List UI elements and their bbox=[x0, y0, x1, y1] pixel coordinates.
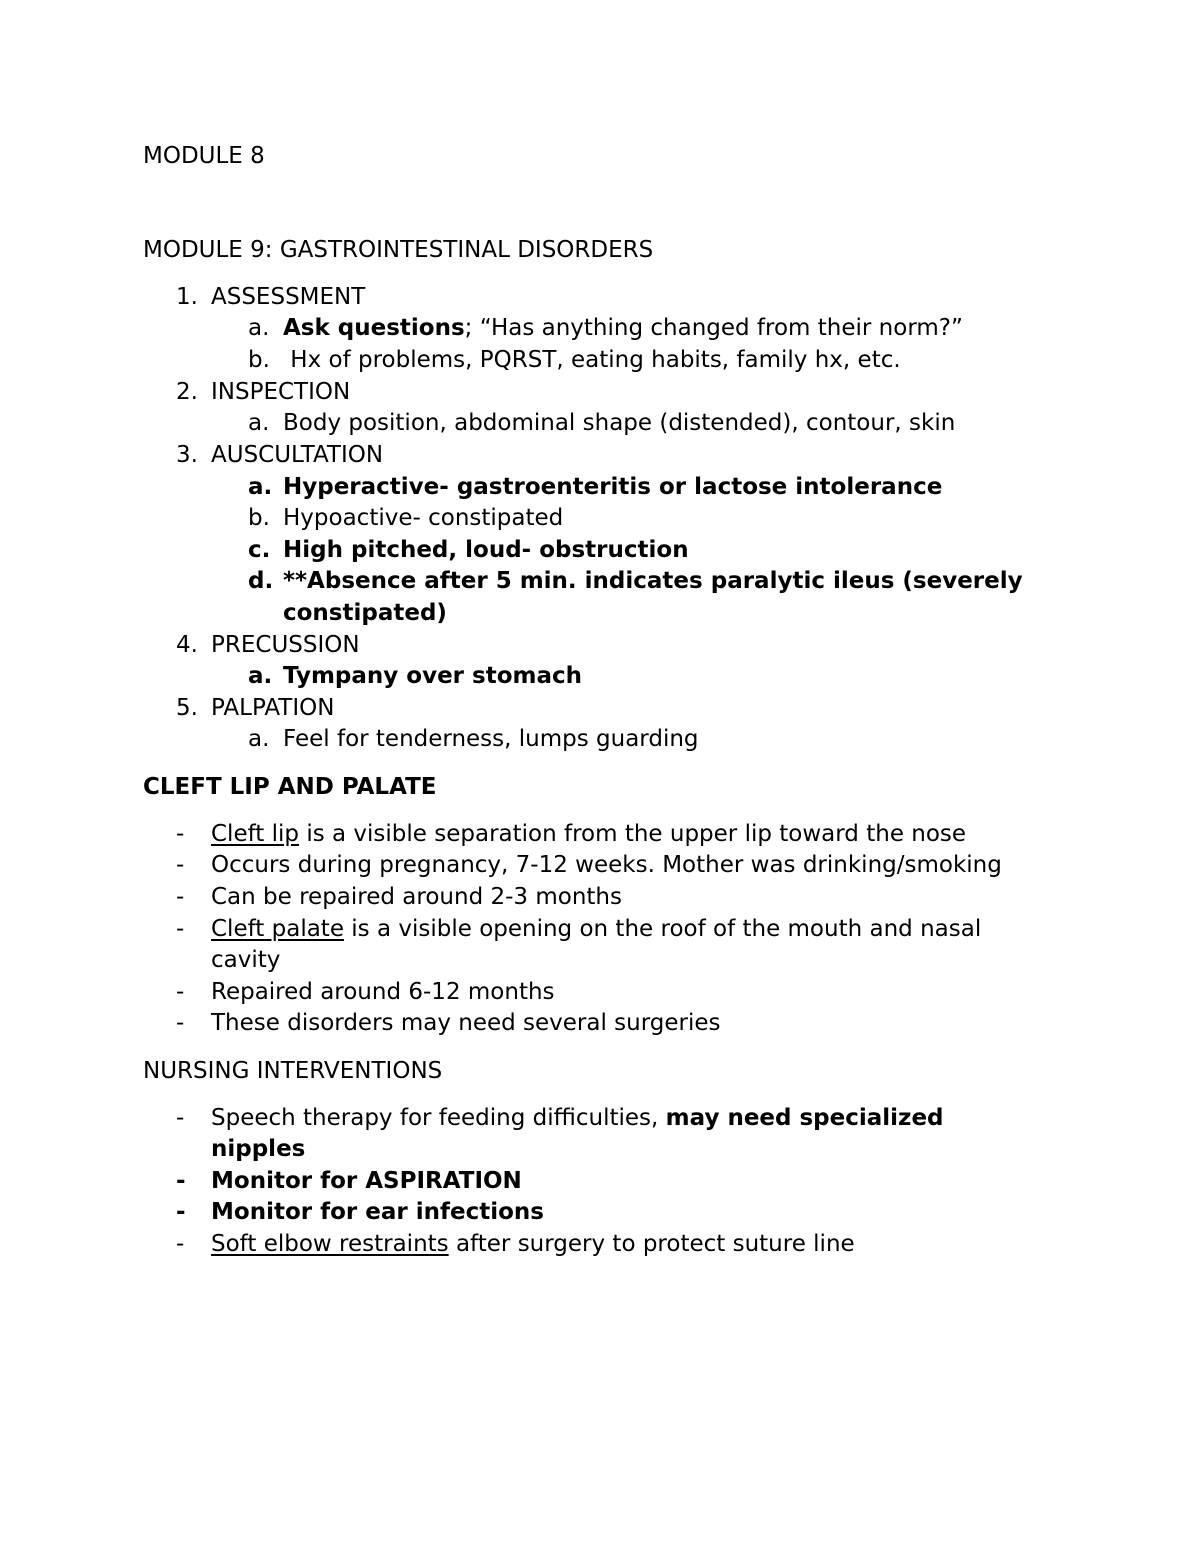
bullet-dash: - bbox=[176, 1010, 185, 1036]
auscultation-sub-b: Hypoactive- constipated bbox=[283, 505, 564, 531]
list-number: 1. bbox=[176, 284, 198, 310]
nursing-bullet-1-line2: nipples bbox=[211, 1136, 306, 1162]
cleft-palate-term: Cleft palate bbox=[211, 916, 344, 942]
inspection-sub-a: Body position, abdominal shape (distended), contour, skin bbox=[283, 410, 956, 436]
list-letter: a. bbox=[248, 726, 270, 752]
palpation-heading: PALPATION bbox=[211, 695, 335, 721]
cleft-bullet-1 bbox=[211, 819, 966, 849]
assessment-heading: ASSESSMENT bbox=[211, 284, 366, 310]
list-letter: c. bbox=[248, 537, 271, 563]
cleft-bullet-1-text: is a visible separation from the upper lip toward the nose bbox=[299, 821, 967, 847]
list-letter: b. bbox=[248, 505, 270, 531]
nursing-bullet-3: Monitor for ear infections bbox=[211, 1199, 544, 1225]
list-letter: a. bbox=[248, 474, 273, 500]
cleft-bullet-4-line2: cavity bbox=[211, 947, 281, 973]
list-number: 4. bbox=[176, 632, 198, 658]
auscultation-sub-c: High pitched, loud- obstruction bbox=[283, 537, 689, 563]
ask-questions-bold: Ask questions bbox=[283, 315, 465, 341]
list-number: 5. bbox=[176, 695, 198, 721]
module-8-title: MODULE 8 bbox=[143, 143, 265, 169]
nursing-bullet-4 bbox=[211, 1229, 855, 1259]
bullet-dash: - bbox=[176, 916, 185, 942]
auscultation-sub-d-line1: **Absence after 5 min. indicates paralytic ileus (severely bbox=[283, 568, 1023, 594]
cleft-bullet-4 bbox=[211, 914, 981, 944]
nursing-bullet-2: Monitor for ASPIRATION bbox=[211, 1168, 522, 1194]
precussion-sub-a: Tympany over stomach bbox=[283, 663, 582, 689]
bullet-dash: - bbox=[176, 852, 185, 878]
bullet-dash: - bbox=[176, 979, 185, 1005]
bullet-dash: - bbox=[176, 1199, 186, 1225]
assessment-sub-b: Hx of problems, PQRST, eating habits, family hx, etc. bbox=[283, 347, 901, 373]
list-letter: d. bbox=[248, 568, 274, 594]
list-number: 3. bbox=[176, 442, 198, 468]
nursing-bullet-4-text: after surgery to protect suture line bbox=[448, 1231, 855, 1257]
nursing-bullet-1-bold: may need specialized bbox=[665, 1105, 944, 1131]
precussion-heading: PRECUSSION bbox=[211, 632, 360, 658]
assessment-sub-a bbox=[283, 313, 963, 343]
nursing-bullet-1-text: Speech therapy for feeding difficulties, bbox=[211, 1105, 666, 1131]
cleft-bullet-4-text: is a visible opening on the roof of the mouth and nasal bbox=[343, 916, 982, 942]
soft-elbow-restraints-term: Soft elbow restraints bbox=[211, 1231, 449, 1257]
cleft-bullet-2: Occurs during pregnancy, 7-12 weeks. Mother was drinking/smoking bbox=[211, 852, 1002, 878]
cleft-lip-term: Cleft lip bbox=[211, 821, 300, 847]
module-9-title: MODULE 9: GASTROINTESTINAL DISORDERS bbox=[143, 237, 654, 263]
bullet-dash: - bbox=[176, 1168, 186, 1194]
list-letter: a. bbox=[248, 410, 270, 436]
cleft-bullet-3: Can be repaired around 2-3 months bbox=[211, 884, 622, 910]
bullet-dash: - bbox=[176, 821, 185, 847]
bullet-dash: - bbox=[176, 884, 185, 910]
palpation-sub-a: Feel for tenderness, lumps guarding bbox=[283, 726, 699, 752]
auscultation-sub-d-line2: constipated) bbox=[283, 600, 447, 626]
cleft-bullet-5: Repaired around 6-12 months bbox=[211, 979, 555, 1005]
auscultation-sub-a: Hyperactive- gastroenteritis or lactose intolerance bbox=[283, 474, 943, 500]
cleft-bullet-6: These disorders may need several surgeries bbox=[211, 1010, 721, 1036]
cleft-heading: CLEFT LIP AND PALATE bbox=[143, 774, 437, 800]
list-letter: a. bbox=[248, 315, 270, 341]
nursing-bullet-1 bbox=[211, 1103, 944, 1133]
list-letter: b. bbox=[248, 347, 270, 373]
bullet-dash: - bbox=[176, 1105, 185, 1131]
bullet-dash: - bbox=[176, 1231, 185, 1257]
inspection-heading: INSPECTION bbox=[211, 379, 351, 405]
nursing-heading: NURSING INTERVENTIONS bbox=[143, 1058, 443, 1084]
list-number: 2. bbox=[176, 379, 198, 405]
ask-questions-rest: ; “Has anything changed from their norm?” bbox=[464, 315, 963, 341]
auscultation-heading: AUSCULTATION bbox=[211, 442, 384, 468]
list-letter: a. bbox=[248, 663, 273, 689]
